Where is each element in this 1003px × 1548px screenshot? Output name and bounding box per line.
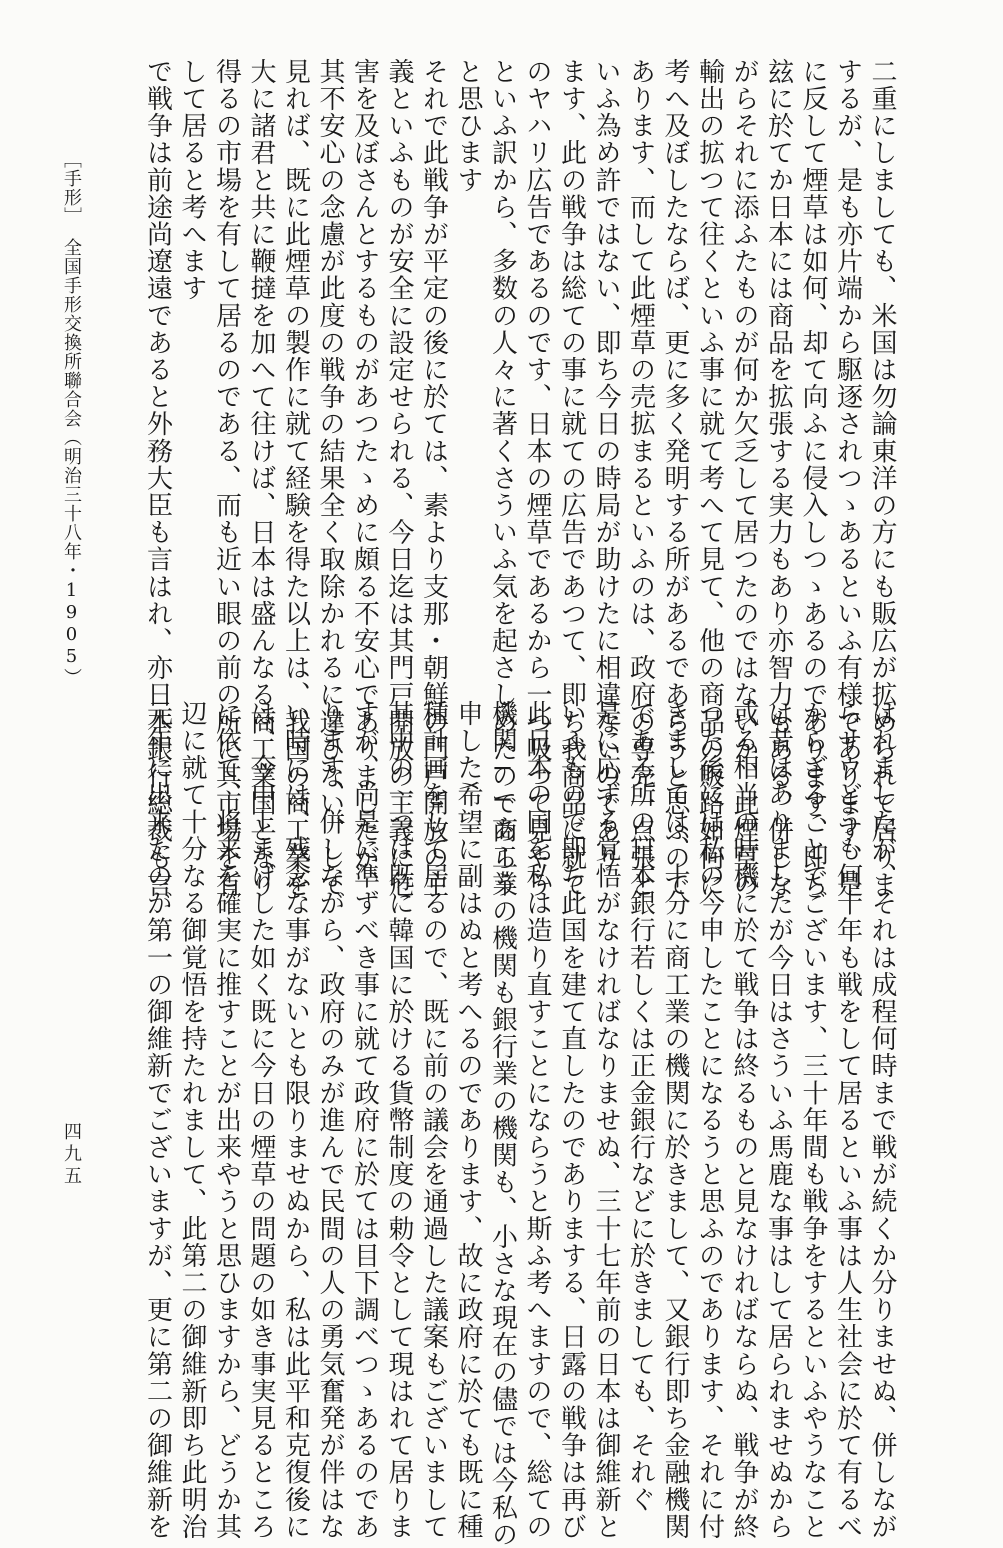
text-line: ります、併しながら、政府のみが進んで民間の人の勇気奮発が伴はな xyxy=(315,700,345,1541)
text-line: 義といふものが安全に設定せられる、今日迄は其門戸開放の主義に危 xyxy=(384,58,414,899)
text-line: は、今申上まげした如く既に今日の煙草の問題の如き事実見るところ xyxy=(246,700,276,1541)
text-line: 輸出の拡つて往くといふ事に就て考へて見て、他の商品の販路如何に xyxy=(694,58,725,899)
text-line: はれましたが、それは成程何時まで戦が続くか分りませぬ、併しなが xyxy=(867,700,897,1541)
text-line: からざることでございます、三十年間も戦争をするといふやうなこと xyxy=(798,700,828,1541)
text-line: は昔はありましたが今日はさういふ馬鹿な事はして居られませぬから xyxy=(763,700,794,1541)
text-line: 此日本の国を私は造り直すことにならうと斯ふ考へますので、総ての xyxy=(522,700,552,1541)
text-line: 二重にしましても、米国は勿論東洋の方にも販広が拡められて居りま xyxy=(867,58,897,899)
text-line: がらそれに添ふたものが何か欠乏して居つたのではないか、此煙草の xyxy=(729,58,759,899)
text-line: 機関──商工業の機関も銀行業の機関も、小さな現在の儘では今私の xyxy=(487,700,518,1548)
text-line: ます、此の戦争は総ての事に就ての広告であつて、即ち我商品に就て xyxy=(556,58,587,899)
running-head-title: ［手形］ xyxy=(61,150,82,226)
text-line: である所の日本銀行若しくは正金銀行などに於きましても、それぐ xyxy=(625,700,656,1513)
text-line: 其不安心の念慮が此度の戦争の結果全く取除かれるに違ひない、して xyxy=(315,58,345,899)
text-line: 申した希望に副はぬと考へるのであります、故に政府に於ても既に種 xyxy=(453,700,483,1541)
text-line: 是に応ずる覚悟がなければなりませぬ、三十七年前の日本は御維新と xyxy=(591,700,621,1541)
text-line: 辺に就て十分なる御覚悟を持たれまして、此第二の御維新即ち此明治 xyxy=(177,700,207,1541)
text-line: に反して煙草は如何、却て向ふに侵入しつゝあるのであります、即ち xyxy=(798,58,828,899)
text-line: するが、是も亦片端から駆逐されつゝあるといふ有様であります、是 xyxy=(832,58,863,899)
text-line: 或る相当の時機に於て戦争は終るものと見なければならぬ、戦争が終 xyxy=(729,700,759,1541)
text-line: 大に諸君と共に鞭撻を加へて往けば、日本は盛んなる商工業国となり xyxy=(246,58,276,899)
text-line: 元年に出来たのが第一の御維新でございますが、更に第二の御維新を xyxy=(142,700,173,1541)
text-line: 得るの市場を有して居るのである、而も近い眼の前の所に其市場を有 xyxy=(211,58,242,899)
text-line: といふ訳から、多数の人々に著くさういふ気を起さしめたのであらう xyxy=(487,58,518,899)
text-line: 玆に於てか日本には商品を拡張する実力もあり亦智力もある、併しな xyxy=(763,58,794,899)
text-line: いふもので即ち此国を建て直したのでありまする、日露の戦争は再び xyxy=(556,700,587,1541)
text-line: 害を及ぼさんとするものがあつたゝめに頗る不安心でありましたが、 xyxy=(349,58,380,899)
text-line: 種計画をして居るので、既に前の議会を通過した議案もございまして xyxy=(418,700,449,1541)
text-line: らサウどうも何十年も戦をして居るといふ事は人生社会に於て有るべ xyxy=(832,700,863,1541)
text-line: 見れば、既に此煙草の製作に就て経験を得た以上は、我国の商工業を xyxy=(280,58,311,899)
text-line: して居ると考へます xyxy=(177,58,207,302)
running-head-organization: 全国手形交換所聯合会（明治三十八年・1905） xyxy=(61,238,82,687)
upper-text-block xyxy=(93,58,899,899)
text-line: きましては、十分に商工業の機関に於きまして、又銀行即ち金融機関 xyxy=(660,700,690,1541)
text-line: で戦争は前途尚遼遠であると外務大臣も言はれ、亦日本銀行総裁も言 xyxy=(142,58,173,899)
text-line: に依て、将来を確実に推すことが出来やうと思ひますから、どうか其 xyxy=(211,700,242,1541)
page-number: 四九五 xyxy=(61,1122,82,1188)
text-line: い時には、残念な事がないとも限りませぬから、私は此平和克復後に xyxy=(280,700,311,1541)
lower-text-block xyxy=(93,700,899,1548)
text-line: あります、而して此煙草の売拡まるといふのは、政府の専売一点張と xyxy=(625,58,656,899)
text-line: のヤハリ広告であるのです、日本の煙草であるから一つ吸つて見やう xyxy=(522,58,552,899)
text-line: と思ひます xyxy=(453,58,483,194)
text-line: それで此戦争が平定の後に於ては、素より支那・朝鮮の門戸開放の主 xyxy=(418,58,449,899)
text-line: 考へ及ぼしたならば、更に多く発明する所があるであらうと思ふので xyxy=(660,58,690,899)
text-line: すが、尚是に準ずべき事に就て政府に於ては目下調べつゝあるのであ xyxy=(349,700,380,1541)
text-line: つた後には私の今申したことになるうと思ふのであります、それに付 xyxy=(694,700,725,1541)
text-line: 其中の一つは既に韓国に於ける貨幣制度の勅令として現はれて居りま xyxy=(384,700,414,1541)
text-line: いふ為め許ではない、即ち今日の時局が助けたに相違ないのであり xyxy=(591,58,621,871)
